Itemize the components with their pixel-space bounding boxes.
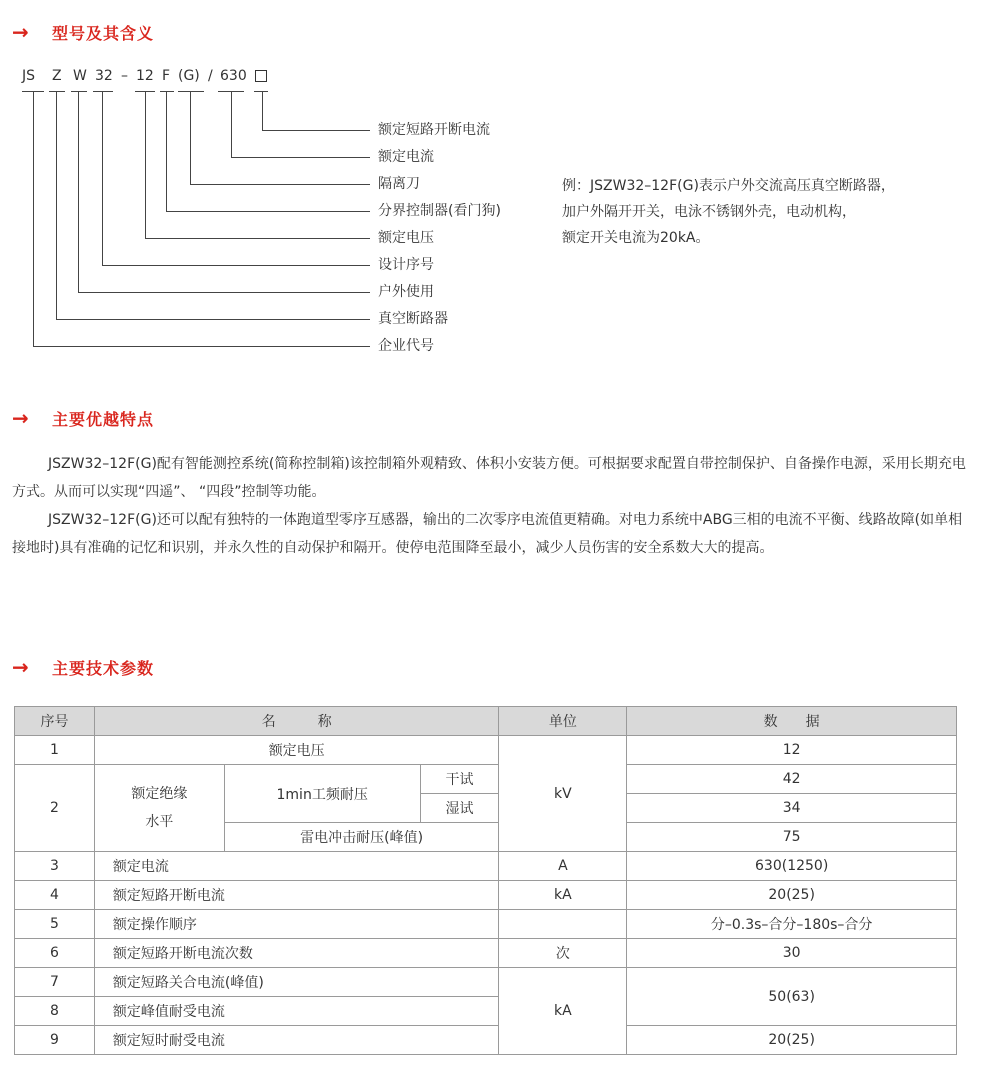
feature-paragraph: JSZW32–12F(G)配有智能测控系统(简称控制箱)该控制箱外观精致、体积小安装方便。可根据要求配置自带控制保护、自备操作电源，采用长期充电方式。从而可以实现“四遥”、 “四段”控制等功能。 [12, 456, 966, 500]
cell-value: 75 [627, 823, 957, 852]
cell-unit: A [499, 852, 627, 881]
example-line: 加户外隔开开关，电泳不锈钢外壳，电动机构， [562, 204, 856, 220]
cell-name: 额定短时耐受电流 [94, 1026, 499, 1055]
code-630: 630 [220, 68, 247, 84]
table-header-row [15, 707, 957, 736]
cell-sub: 1min工频耐压 [224, 765, 420, 823]
code-js: JS [22, 68, 36, 84]
cell-unit: kV [499, 736, 627, 852]
code-g: (G) [178, 68, 200, 84]
section-title: 型号及其含义 [52, 23, 155, 43]
cell-no: 8 [15, 997, 95, 1026]
feature-paragraph: JSZW32–12F(G)还可以配有独特的一体跑道型零序互感器，输出的二次零序电流值更精确。对电力系统中ABG三相的电流不平衡、线路故障(如单相接地时)具有准确的记忆和识别，并永久性的自动保护和隔开。使停电范围降至最小，减少人员伤害的安全系数大大的提高。 [12, 512, 963, 556]
connector [33, 92, 34, 346]
cell-value: 分–0.3s–合分–180s–合分 [627, 910, 957, 939]
code-label: 户外使用 [378, 284, 434, 300]
cell-no: 6 [15, 939, 95, 968]
cell-no: 2 [15, 765, 95, 852]
group-label: 额定绝缘水平 [131, 786, 188, 830]
connector [166, 92, 167, 211]
table-row [15, 1026, 957, 1055]
code-label: 额定短路开断电流 [378, 122, 490, 138]
code-label: 真空断路器 [378, 311, 448, 327]
example-line: 例：JSZW32–12F(G)表示户外交流高压真空断路器， [562, 178, 895, 194]
connector [145, 238, 370, 239]
cell-no: 5 [15, 910, 95, 939]
code-w: W [73, 68, 87, 84]
connector [102, 265, 370, 266]
cell-no: 4 [15, 881, 95, 910]
section-title: 主要优越特点 [52, 409, 155, 429]
section-header-features [12, 406, 154, 430]
underline [178, 91, 204, 92]
code-label: 额定电压 [378, 230, 434, 246]
cell-no: 7 [15, 968, 95, 997]
connector [33, 346, 370, 347]
header-no: 序号 [15, 707, 95, 736]
connector [56, 92, 57, 319]
header-name: 名 称 [94, 707, 499, 736]
cell-value: 42 [627, 765, 957, 794]
code-label: 设计序号 [378, 257, 434, 273]
underline [254, 91, 268, 92]
parameters-table [14, 706, 957, 1055]
cell-sub: 雷电冲击耐压(峰值) [224, 823, 499, 852]
table-row [15, 736, 957, 765]
cell-group [94, 765, 224, 852]
code-slash: / [208, 68, 213, 84]
underline [71, 91, 87, 92]
section-title: 主要技术参数 [52, 658, 155, 678]
underline [49, 91, 65, 92]
code-z: Z [52, 68, 62, 84]
cell-wet: 湿试 [420, 794, 499, 823]
cell-name: 额定操作顺序 [94, 910, 499, 939]
connector [231, 157, 370, 158]
cell-no: 9 [15, 1026, 95, 1055]
cell-value: 20(25) [627, 1026, 957, 1055]
cell-value: 34 [627, 794, 957, 823]
cell-name: 额定电流 [94, 852, 499, 881]
example-line: 额定开关电流为20kA。 [562, 230, 710, 246]
cell-unit [499, 910, 627, 939]
underline [93, 91, 113, 92]
table-row [15, 910, 957, 939]
connector [78, 292, 370, 293]
code-label: 额定电流 [378, 149, 434, 165]
arrow-right-icon: → [12, 655, 29, 679]
cell-value: 630(1250) [627, 852, 957, 881]
cell-name: 额定峰值耐受电流 [94, 997, 499, 1026]
connector [56, 319, 370, 320]
arrow-right-icon: → [12, 406, 29, 430]
code-f: F [162, 68, 171, 84]
connector [102, 92, 103, 265]
code-label: 隔离刀 [378, 176, 420, 192]
section-header-params [12, 655, 154, 679]
cell-value: 50(63) [627, 968, 957, 1026]
table-row [15, 939, 957, 968]
code-dash: – [121, 68, 128, 84]
cell-value: 12 [627, 736, 957, 765]
code-label: 企业代号 [378, 338, 434, 354]
connector [166, 211, 370, 212]
cell-name: 额定短路关合电流(峰值) [94, 968, 499, 997]
arrow-right-icon: → [12, 20, 29, 44]
connector [262, 92, 263, 130]
cell-no: 3 [15, 852, 95, 881]
connector [231, 92, 232, 157]
cell-name: 额定电压 [94, 736, 499, 765]
cell-unit: 次 [499, 939, 627, 968]
cell-value: 30 [627, 939, 957, 968]
code-box [255, 70, 267, 82]
header-unit: 单位 [499, 707, 627, 736]
cell-name: 额定短路开断电流 [94, 881, 499, 910]
connector [190, 184, 370, 185]
code-label: 分界控制器(看门狗) [378, 203, 501, 219]
table-row [15, 852, 957, 881]
section-header-model [12, 20, 154, 44]
cell-dry: 干试 [420, 765, 499, 794]
cell-name: 额定短路开断电流次数 [94, 939, 499, 968]
cell-no: 1 [15, 736, 95, 765]
cell-unit: kA [499, 881, 627, 910]
header-data: 数 据 [627, 707, 957, 736]
connector [145, 92, 146, 238]
connector [190, 92, 191, 184]
table-row [15, 881, 957, 910]
table-row [15, 968, 957, 997]
connector [78, 92, 79, 292]
cell-unit: kA [499, 968, 627, 1055]
code-12: 12 [136, 68, 154, 84]
code-32: 32 [95, 68, 113, 84]
table-row [15, 765, 957, 794]
connector [262, 130, 370, 131]
underline [160, 91, 174, 92]
cell-value: 20(25) [627, 881, 957, 910]
model-example [562, 173, 895, 251]
